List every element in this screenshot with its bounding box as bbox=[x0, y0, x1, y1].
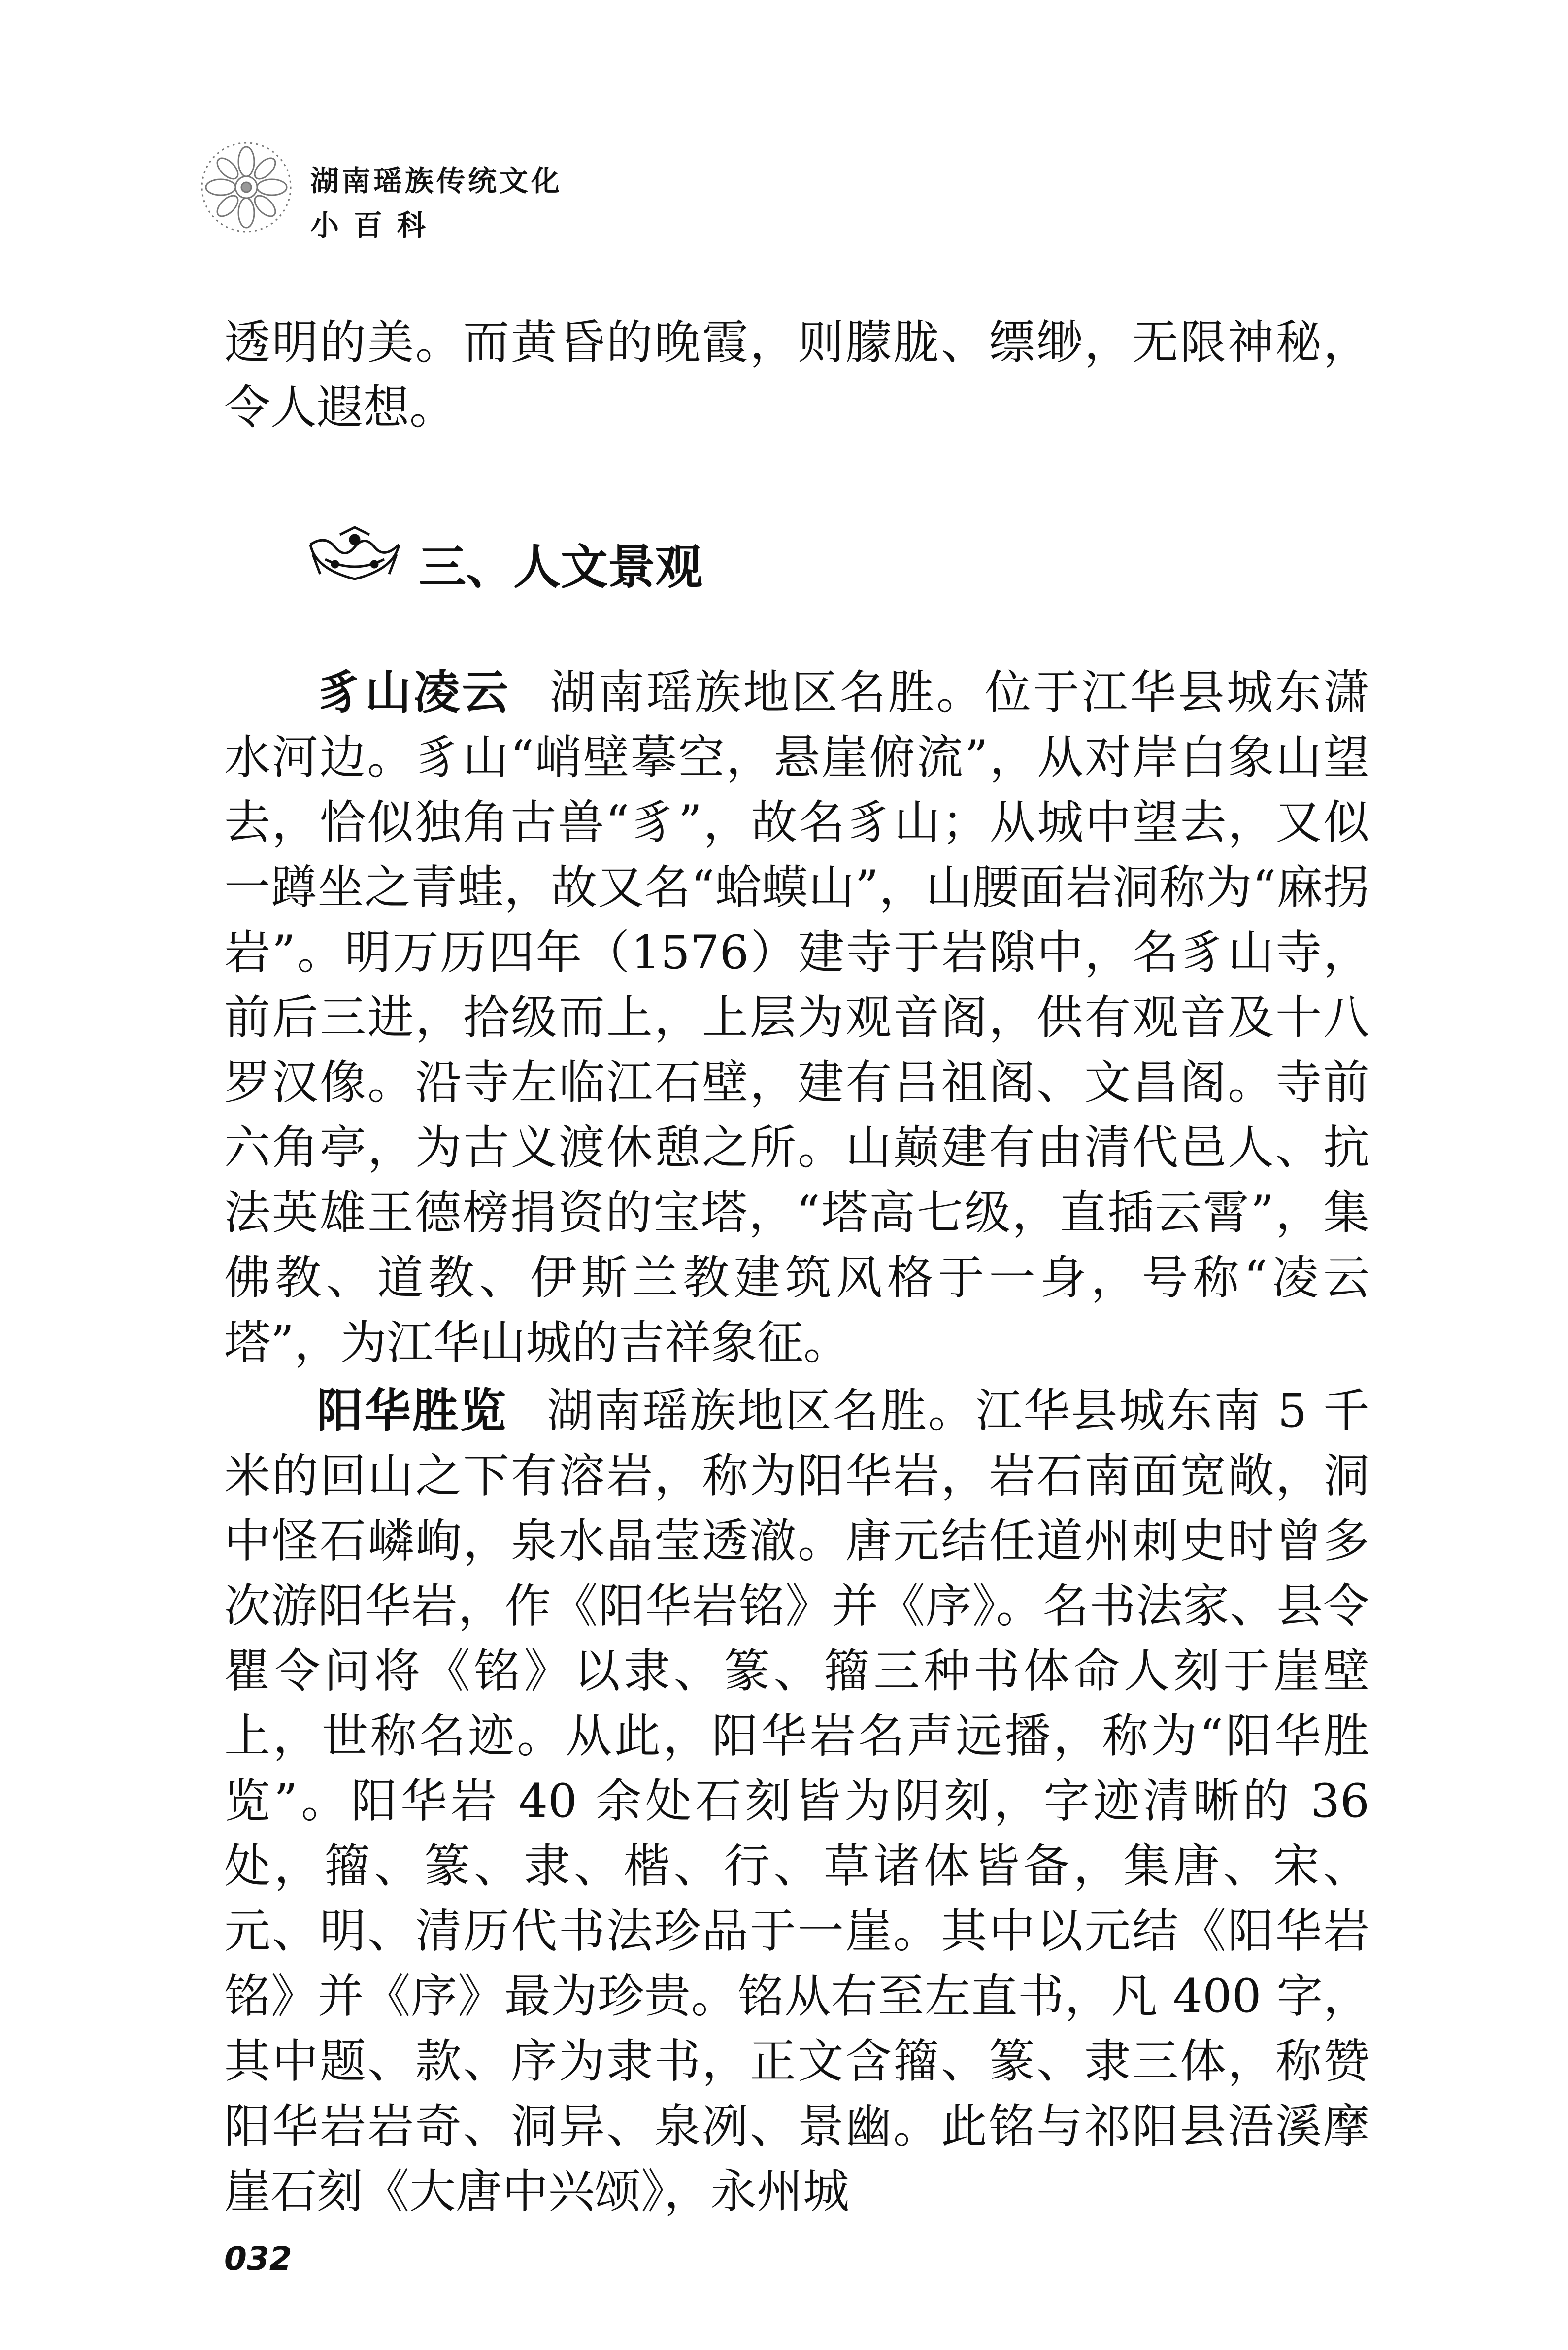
entry-term: 豸山凌云 bbox=[317, 666, 510, 719]
page-number: 032 bbox=[224, 2240, 292, 2278]
intro-paragraph: 透明的美。而黄昏的晚霞，则朦胧、缥缈，无限神秘，令人遐想。 bbox=[224, 316, 1369, 435]
entry-list bbox=[224, 660, 1369, 2227]
book-series-subtitle: 小百科 bbox=[310, 208, 441, 242]
entry-text: 湖南瑶族地区名胜。位于江华县城东潇水河边。豸山“峭壁摹空，悬崖俯流”，从对岸白象山望去，恰似独角古兽“豸”，故名豸山；从城中望去，又似一蹲坐之青蛙，故又名“蛤蟆山”，山腰面岩洞称为“麻拐岩”。明万历四年（1576）建寺于岩隙中，名豸山寺，前后三进，拾级而上，上层为观音阁，供有观音及十八罗汉像。沿寺左临江石壁，建有吕祖阁、文昌阁。寺前六角亭，为古义渡休憩之所。山巅建有由清代邑人、抗法英雄王德榜捐资的宝塔，“塔高七级，直插云霄”，集佛教、道教、伊斯兰教建筑风格于一身，号称“凌云塔”，为江华山城的吉祥象征。 bbox=[224, 666, 1369, 1370]
entry-zhishan-lingyun bbox=[224, 660, 1369, 1376]
book-series-title: 湖南瑶族传统文化 bbox=[310, 164, 563, 198]
bronze-ornament-icon bbox=[305, 525, 404, 589]
section-title: 三、人文景观 bbox=[419, 540, 702, 595]
floral-ornament-icon bbox=[197, 138, 296, 237]
entry-yanghua-shenglan bbox=[224, 1379, 1369, 2224]
entry-term: 阳华胜览 bbox=[317, 1384, 507, 1438]
entry-text: 湖南瑶族地区名胜。江华县城东南 5 千米的回山之下有溶岩，称为阳华岩，岩石南面宽敞，洞中怪石嶙峋，泉水晶莹透澈。唐元结任道州刺史时曾多次游阳华岩，作《阳华岩铭》并《序》。名书法家、县令瞿令问将《铭》以隶、篆、籀三种书体命人刻于崖壁上，世称名迹。从此，阳华岩名声远播，称为“阳华胜览”。阳华岩 40 余处石刻皆为阴刻，字迹清晰的 36 处，籀、篆、隶、楷、行、草诸体皆备，集唐、宋、元、明、清历代书法珍品于一崖。其中以元结《阳华岩铭》并《序》最为珍贵。铭从右至左直书，凡 400 字，其中题、款、序为隶书，正文含籀、篆、隶三体，称赞阳华岩岩奇、洞异、泉冽、景幽。此铭与祁阳县浯溪摩崖石刻《大唐中兴颂》，永州城 bbox=[224, 1384, 1369, 2218]
